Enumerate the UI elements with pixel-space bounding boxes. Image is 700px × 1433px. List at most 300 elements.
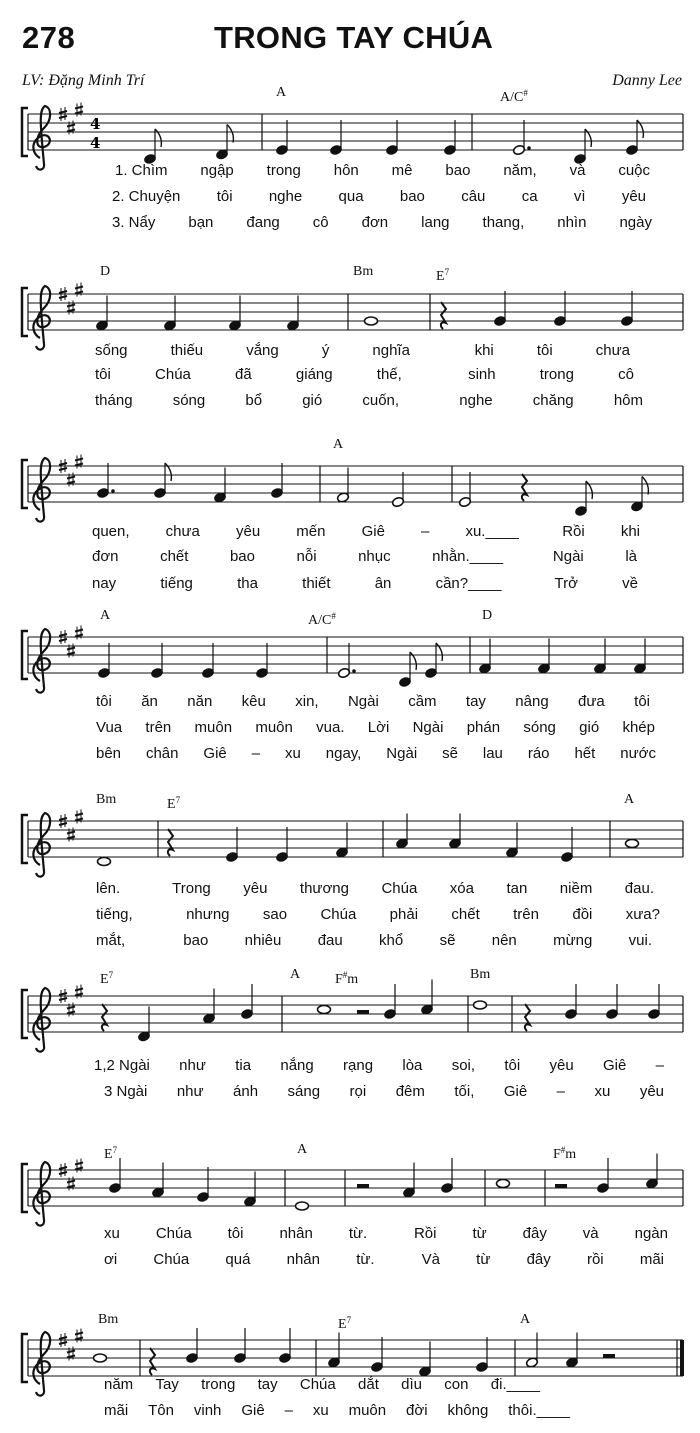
whole-note — [626, 840, 639, 848]
quarter-note — [493, 291, 506, 327]
lyric-word: kêu — [241, 693, 266, 710]
lyric-word: vua. — [316, 719, 345, 736]
lyric-word: mến — [296, 523, 326, 540]
lyric-word: Giê — [361, 523, 385, 540]
chord-symbol — [96, 793, 116, 807]
lyric-word: lòa — [402, 1057, 423, 1074]
lyric-word: đời — [406, 1402, 428, 1419]
quarter-note — [537, 639, 550, 675]
half-rest — [357, 1010, 369, 1014]
staff-bracket — [22, 288, 28, 336]
lyric-word: Giê — [503, 1083, 528, 1100]
lyric-word: bạn — [188, 214, 214, 231]
lyric-word: không — [447, 1402, 489, 1419]
lyric-word: – — [421, 523, 430, 540]
lyric-word: nhục — [358, 548, 391, 565]
lyric-word: niềm — [559, 880, 593, 897]
lyric-word: ân — [374, 575, 392, 592]
half-note — [391, 472, 404, 508]
lyric-word: đau. — [624, 880, 654, 897]
chord-symbol — [338, 1313, 351, 1332]
lyric-word: ngập — [200, 162, 234, 179]
lyric-word: trong — [539, 366, 574, 383]
lyric-word: khi — [620, 523, 640, 540]
quarter-rest — [525, 1004, 530, 1031]
chord-extension: # — [342, 970, 348, 980]
chord-root: F — [553, 1147, 561, 1162]
chord-suffix: m — [565, 1147, 577, 1162]
lyric-word: yêu — [639, 1083, 664, 1100]
quarter-note — [151, 1163, 164, 1199]
quarter-rest — [150, 1348, 155, 1375]
quarter-note — [398, 652, 416, 688]
lyric-word: ánh — [233, 1083, 259, 1100]
quarter-note — [202, 989, 215, 1025]
lyric-word: trong — [266, 162, 301, 179]
chord-symbol — [100, 609, 110, 623]
quarter-note — [327, 1333, 340, 1369]
time-signature-top: 4 — [90, 115, 101, 133]
chord-symbol — [333, 438, 343, 452]
quarter-note — [560, 827, 573, 863]
whole-note — [98, 858, 111, 866]
lyric-word: từ — [472, 1225, 487, 1242]
lyric-word: – — [655, 1057, 664, 1074]
quarter-note — [564, 984, 577, 1020]
lyric-word: Vua — [96, 719, 123, 736]
quarter-note — [150, 643, 163, 679]
lyric-word: Trở — [554, 575, 578, 592]
chord-symbol — [335, 968, 358, 987]
chord-root: A — [100, 608, 111, 623]
lyric-word: Lời — [367, 719, 390, 736]
lyric-word: tôi — [504, 1057, 521, 1074]
lyric-word: thiếu — [170, 342, 204, 359]
lyric-word: nhân — [286, 1251, 320, 1268]
lyric-word: mãi — [639, 1251, 664, 1268]
song-number: 278 — [22, 20, 76, 55]
lyric-word: soi, — [451, 1057, 476, 1074]
lyric-word: khi — [474, 342, 494, 359]
lyric-word: gió — [579, 719, 600, 736]
lyric-word: nắng — [280, 1057, 314, 1074]
lyric-word: yêu — [621, 188, 646, 205]
quarter-note — [395, 814, 408, 850]
lyric-word: từ — [476, 1251, 491, 1268]
chord-root: Bm — [98, 1312, 119, 1327]
lyric-word: tiếng — [160, 575, 193, 592]
chord-root: F — [335, 972, 343, 987]
lyric-word: từ. — [356, 1251, 375, 1268]
whole-note — [318, 1006, 331, 1014]
quarter-note — [108, 1158, 121, 1194]
chord-extension: # — [560, 1145, 566, 1155]
lyric-word: nhằn.____ — [432, 548, 504, 565]
quarter-note — [505, 823, 518, 859]
quarter-note — [213, 468, 226, 504]
lyric-word: Và — [421, 1251, 440, 1268]
quarter-note — [233, 1328, 246, 1364]
whole-note — [474, 1001, 487, 1009]
lyric-word: về — [622, 575, 638, 592]
chord-symbol — [470, 968, 490, 982]
treble-clef-icon — [33, 988, 50, 1052]
final-barline-thick — [680, 1340, 684, 1376]
lyric-word: xin, — [295, 693, 319, 710]
lyric-word: hết — [574, 745, 596, 762]
lyric-word: và — [582, 1225, 599, 1242]
lyric-word: xu.____ — [465, 523, 519, 540]
chord-symbol — [100, 265, 110, 279]
lyric-word: bao — [445, 162, 471, 179]
lyric-word: Chúa — [320, 906, 357, 923]
lyric-word: đã — [235, 366, 252, 383]
lyric-word: tối, — [454, 1083, 475, 1100]
lyric-word: rồi — [586, 1251, 604, 1268]
lyric-word: mãi — [104, 1402, 129, 1419]
lyricist-credit: LV: Đặng Minh Trí — [22, 72, 145, 89]
lyric-word: Chúa — [381, 880, 418, 897]
lyric-word: chưa — [595, 342, 630, 359]
chord-root: E — [167, 797, 176, 812]
chord-symbol — [104, 1143, 117, 1162]
lyric-word: mừng — [553, 932, 593, 949]
quarter-note — [137, 1007, 150, 1043]
quarter-rest — [168, 829, 173, 856]
lyric-word: câu — [461, 188, 486, 205]
lyric-word: xu — [312, 1402, 329, 1419]
lyric-word: 1,2 Ngài — [94, 1057, 150, 1074]
half-rest — [357, 1184, 369, 1188]
chord-root: A — [290, 967, 301, 982]
quarter-note — [565, 1333, 578, 1369]
lyric-word: hôn — [333, 162, 359, 179]
lyric-word: Ngài — [552, 548, 584, 565]
lyric-word: con — [444, 1376, 469, 1393]
chord-symbol — [308, 609, 336, 628]
lyric-word: ơi — [104, 1251, 118, 1268]
quarter-note — [278, 1328, 291, 1364]
lyric-word: nhìn — [557, 214, 587, 231]
lyric-word: nghĩa — [372, 342, 410, 359]
lyric-word: – — [284, 1402, 293, 1419]
lyric-word: giáng — [295, 366, 333, 383]
lyric-word: Giê — [203, 745, 227, 762]
lyric-word: yêu — [243, 880, 268, 897]
lyric-word: sẽ — [439, 932, 456, 949]
quarter-note — [630, 477, 648, 513]
chord-root: E — [338, 1317, 347, 1332]
lyric-word: tôi — [96, 693, 112, 710]
lyric-word: đưa — [578, 693, 605, 710]
chord-root: Bm — [470, 967, 491, 982]
quarter-note — [645, 1154, 658, 1190]
chord-root: E — [436, 269, 445, 284]
lyric-word: nhưng — [186, 906, 230, 923]
quarter-rest — [102, 1004, 107, 1031]
lyric-word: 3. Nẩy — [112, 214, 156, 231]
lyric-word: cần?____ — [435, 575, 502, 592]
chord-symbol — [98, 1313, 118, 1327]
lyric-word: yêu — [549, 1057, 574, 1074]
lyric-word: trên — [513, 906, 539, 923]
staff-bracket — [22, 108, 28, 156]
lyric-word: ngày — [619, 214, 652, 231]
lyric-word: là — [625, 548, 637, 565]
lyric-word: tia — [235, 1057, 252, 1074]
lyric-word: qua — [338, 188, 364, 205]
quarter-rest — [441, 302, 446, 329]
chord-root: A/C — [500, 90, 524, 105]
chord-root: A — [520, 1312, 531, 1327]
chord-extension: # — [523, 88, 528, 98]
lyric-word: mắt, — [96, 932, 126, 949]
quarter-note — [185, 1328, 198, 1364]
lyric-word: Tôn — [148, 1402, 174, 1419]
quarter-note — [95, 296, 108, 332]
chord-extension: 7 — [112, 1145, 118, 1155]
lyric-word: tôi — [536, 342, 553, 359]
lyric-word: cuộc — [618, 162, 650, 179]
lyric-word: thế, — [376, 366, 402, 383]
lyric-word: sẽ — [442, 745, 458, 762]
half-note — [336, 468, 349, 504]
staff-bracket — [22, 460, 28, 508]
lyric-word: cầm — [408, 693, 437, 710]
lyric-word: nay — [92, 575, 117, 592]
chord-root: A — [276, 85, 287, 100]
lyric-word: dắt — [358, 1376, 379, 1393]
lyric-word: 1. Chìm — [115, 162, 168, 179]
lyric-word: phải — [389, 906, 419, 923]
quarter-note — [385, 120, 398, 156]
chord-symbol — [520, 1313, 530, 1327]
lyric-word: sao — [262, 906, 288, 923]
lyric-word: tay — [465, 693, 486, 710]
lyric-word: đây — [522, 1225, 547, 1242]
staff-bracket — [22, 1164, 28, 1212]
chord-extension: 7 — [175, 795, 181, 805]
lyric-word: 2. Chuyện — [112, 188, 181, 205]
chord-root: D — [100, 264, 111, 279]
composer-credit: Danny Lee — [612, 72, 682, 89]
lyric-word: mê — [391, 162, 413, 179]
lyric-word: sinh — [468, 366, 496, 383]
lyric-word: vắng — [246, 342, 279, 359]
lyric-word: vinh — [193, 1402, 222, 1419]
quarter-note — [448, 814, 461, 850]
half-note — [458, 472, 471, 508]
quarter-note — [196, 1167, 209, 1203]
chord-symbol — [482, 609, 492, 623]
whole-note — [296, 1202, 309, 1210]
lyric-word: sống — [95, 342, 128, 359]
lyric-word: bổ — [245, 392, 263, 409]
quarter-note — [402, 1163, 415, 1199]
lyric-word: thang, — [482, 214, 525, 231]
quarter-note — [275, 120, 288, 156]
chord-symbol — [276, 86, 286, 100]
lyric-word: trên — [145, 719, 172, 736]
treble-clef-icon — [33, 1332, 50, 1396]
lyric-word: đêm — [395, 1083, 425, 1100]
lyric-word: Rồi — [562, 523, 585, 540]
quarter-note — [475, 1337, 488, 1373]
chord-root: E — [104, 1147, 113, 1162]
chord-root: D — [482, 608, 493, 623]
lyric-word: muôn — [255, 719, 293, 736]
lyric-word: yêu — [235, 523, 261, 540]
chord-symbol — [436, 265, 449, 284]
lyric-word: Chúa — [299, 1376, 336, 1393]
quarter-note — [97, 643, 110, 679]
lyric-word: nhân — [279, 1225, 313, 1242]
lyric-word: tôi — [95, 366, 111, 383]
chord-symbol — [553, 1143, 576, 1162]
lyric-word: đau — [317, 932, 343, 949]
lyric-word: thiết — [302, 575, 331, 592]
chord-root: A — [333, 437, 344, 452]
lyric-word: quen, — [92, 523, 130, 540]
lyric-word: Ngài — [386, 745, 418, 762]
quarter-note — [573, 129, 591, 165]
quarter-note — [440, 1158, 453, 1194]
lyric-word: khổ — [379, 932, 404, 949]
staff-bracket — [22, 631, 28, 679]
lyric-word: tha — [237, 575, 258, 592]
lyric-word: nghe — [268, 188, 303, 205]
lyric-word: xu — [594, 1083, 611, 1100]
lyric-word: xu — [284, 745, 301, 762]
lyric-word: đang — [246, 214, 280, 231]
lyric-word: tôi — [634, 693, 650, 710]
treble-clef-icon — [33, 286, 50, 350]
lyric-word: Giê — [603, 1057, 627, 1074]
lyric-word: trong — [201, 1376, 236, 1393]
treble-clef-icon — [33, 1162, 50, 1226]
lyric-word: đồi — [572, 906, 593, 923]
lyric-word: năm, — [503, 162, 537, 179]
quarter-note — [647, 984, 660, 1020]
quarter-note — [255, 643, 268, 679]
staff-system — [0, 84, 700, 174]
lyric-word: Ngài — [347, 693, 379, 710]
lyric-word: sáng — [287, 1083, 321, 1100]
lyric-word: đây — [526, 1251, 551, 1268]
quarter-note — [620, 291, 633, 327]
quarter-note — [574, 481, 592, 517]
chord-extension: # — [331, 611, 336, 621]
lyric-word: tay — [257, 1376, 278, 1393]
chord-root: Bm — [353, 264, 374, 279]
quarter-note — [228, 296, 241, 332]
staff-bracket — [22, 1334, 28, 1382]
lyric-word: muôn — [348, 1402, 387, 1419]
quarter-note — [201, 643, 214, 679]
quarter-note — [370, 1337, 383, 1373]
lyric-word: quá — [225, 1251, 251, 1268]
lyric-word: chân — [145, 745, 179, 762]
lyric-word: bao — [399, 188, 425, 205]
quarter-note — [143, 129, 161, 165]
lyric-word: tan — [506, 880, 528, 897]
half-note — [525, 1333, 538, 1369]
lyric-word: nước — [620, 745, 656, 762]
lyric-word: ngay, — [325, 745, 362, 762]
lyric-word: lang — [421, 214, 450, 231]
quarter-note — [225, 827, 238, 863]
lyric-word: nên — [491, 932, 517, 949]
lyric-word: nâng — [515, 693, 549, 710]
lyric-word: tiếng, — [96, 906, 133, 923]
lyric-word: chết — [451, 906, 480, 923]
quarter-note — [286, 296, 299, 332]
chord-suffix: m — [347, 972, 359, 987]
chord-symbol — [297, 1143, 307, 1157]
lyric-word: năn — [187, 693, 213, 710]
quarter-rest — [522, 474, 527, 501]
quarter-note — [633, 639, 646, 675]
lyric-word: bên — [96, 745, 122, 762]
lyric-word: gió — [302, 392, 323, 409]
lyric-word: dìu — [401, 1376, 423, 1393]
lyric-word: ý — [321, 342, 330, 359]
lyric-word: cô — [618, 366, 634, 383]
lyric-word: chưa — [165, 523, 200, 540]
lyric-word: Rồi — [413, 1225, 437, 1242]
chord-root: E — [100, 972, 109, 987]
lyric-word: bao — [229, 548, 255, 565]
staff-bracket — [22, 815, 28, 863]
chord-symbol — [624, 793, 634, 807]
lyric-word: muôn — [194, 719, 233, 736]
whole-note — [497, 1180, 510, 1188]
quarter-note — [418, 1342, 431, 1378]
chord-symbol — [500, 86, 528, 105]
chord-extension: 7 — [444, 267, 450, 277]
lyric-word: Chúa — [155, 366, 191, 383]
half-rest — [555, 1184, 567, 1188]
lyric-word: nhiêu — [244, 932, 282, 949]
lyric-word: ráo — [527, 745, 550, 762]
lyric-word: phán — [466, 719, 501, 736]
song-title: TRONG TAY CHÚA — [214, 20, 494, 55]
quarter-note — [443, 120, 456, 156]
time-signature-bottom: 4 — [90, 134, 101, 152]
lyric-word: và — [569, 162, 586, 179]
chord-symbol — [100, 968, 113, 987]
lyric-word: xu — [104, 1225, 120, 1242]
quarter-note — [383, 984, 396, 1020]
lyric-word: rọi — [349, 1083, 367, 1100]
quarter-note — [420, 980, 433, 1016]
chord-root: A/C — [308, 613, 332, 628]
lyric-word: ngàn — [634, 1225, 668, 1242]
quarter-note — [215, 125, 233, 161]
lyric-word: – — [251, 745, 261, 762]
quarter-note — [593, 639, 606, 675]
lyric-word: lên. — [96, 880, 121, 897]
lyric-word: như — [179, 1057, 206, 1074]
chord-symbol — [353, 265, 373, 279]
lyric-word: từ. — [348, 1225, 368, 1242]
lyric-word: năm — [104, 1376, 134, 1393]
lyric-word: đơn — [361, 214, 389, 231]
lyric-word: sóng — [172, 392, 206, 409]
lyric-word: Giê — [241, 1402, 265, 1419]
lyric-word: Trong — [172, 880, 211, 897]
chord-symbol — [290, 968, 300, 982]
